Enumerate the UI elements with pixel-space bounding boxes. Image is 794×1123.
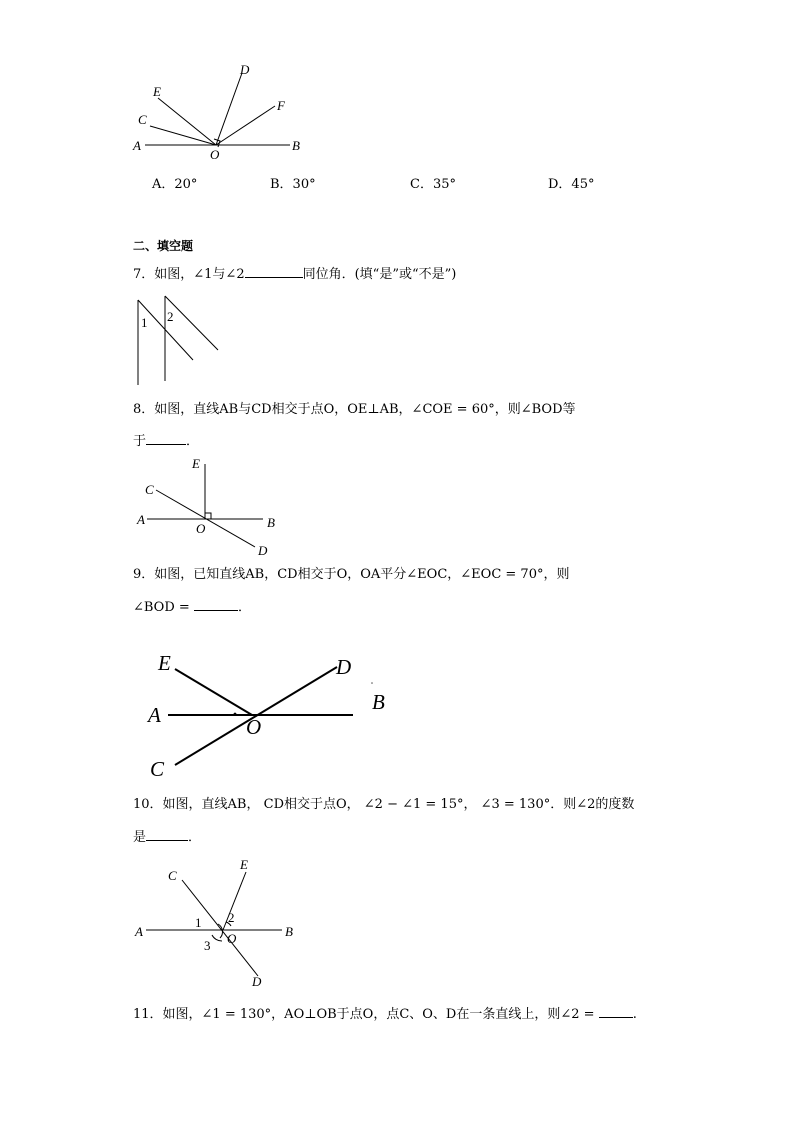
q8-line2-after: ． bbox=[186, 434, 200, 449]
q7-answer-blank[interactable] bbox=[245, 265, 303, 278]
q7-figure bbox=[130, 292, 230, 388]
q11-text-before: 11．如图，∠1 = 130°，AO⊥OB于点O，点C、O、D在一条直线上，则∠2 = bbox=[133, 1007, 595, 1022]
q9-line2-before: ∠BOD = bbox=[133, 600, 190, 615]
q9-label-a: A bbox=[148, 703, 161, 727]
q8-label-a: A bbox=[137, 512, 145, 527]
q9-label-d: D bbox=[336, 655, 352, 679]
q7-text bbox=[133, 265, 456, 283]
q9-line2-after: ． bbox=[237, 600, 251, 615]
q9-label-b: B bbox=[372, 690, 385, 714]
q6-label-d: D bbox=[240, 62, 250, 77]
q6-label-a: A bbox=[133, 138, 141, 153]
q6-option-b: B．30° bbox=[270, 177, 316, 192]
q8-line2-before: 于 bbox=[133, 434, 147, 449]
q10-line2-before: 是 bbox=[133, 830, 147, 845]
q8-label-d: D bbox=[258, 543, 268, 558]
q6-label-c: C bbox=[138, 112, 147, 127]
q6-option-d: D．45° bbox=[548, 177, 595, 192]
q6-label-b: B bbox=[292, 138, 300, 153]
q7-text-after: 同位角．(填“是”或“不是”) bbox=[302, 267, 457, 282]
q10-label-d: D bbox=[252, 974, 262, 989]
q6-label-o: O bbox=[210, 147, 220, 162]
q11-answer-blank[interactable] bbox=[599, 1005, 633, 1018]
q8-label-e: E bbox=[192, 456, 200, 471]
q9-label-c: C bbox=[150, 757, 165, 781]
q10-label-o: O bbox=[227, 931, 237, 946]
q9-label-e: E bbox=[158, 651, 171, 675]
q7-angle-2: 2 bbox=[167, 309, 174, 324]
q10-answer-blank[interactable] bbox=[146, 828, 188, 841]
q7-angle-1: 1 bbox=[141, 315, 148, 330]
q6-option-c: C．35° bbox=[410, 177, 456, 192]
q10-line2 bbox=[133, 828, 201, 846]
q10-figure bbox=[130, 852, 300, 994]
q9-line1: 9．如图，已知直线AB，CD相交于O，OA平分∠EOC，∠EOC = 70°，则 bbox=[133, 567, 570, 582]
q10-label-b: B bbox=[285, 924, 293, 939]
q10-label-e: E bbox=[240, 857, 248, 872]
q9-answer-blank[interactable] bbox=[194, 598, 238, 611]
q11-text bbox=[133, 1005, 637, 1023]
q11-text-after: . bbox=[632, 1007, 637, 1022]
q10-line1: 10．如图，直线AB， CD相交于点O， ∠2 − ∠1 = 15°， ∠3 = 130°．则∠2的度数 bbox=[133, 797, 635, 812]
q8-figure bbox=[130, 452, 290, 562]
q8-label-b: B bbox=[267, 515, 275, 530]
q6-figure bbox=[130, 58, 310, 168]
q7-text-before: 7．如图，∠1与∠2 bbox=[133, 267, 245, 282]
q10-angle-2: 2 bbox=[228, 910, 235, 925]
q6-label-e: E bbox=[153, 84, 161, 99]
q8-label-o: O bbox=[196, 521, 206, 536]
section-title: 二、填空题 bbox=[133, 239, 194, 253]
q10-angle-1: 1 bbox=[195, 915, 202, 930]
q9-line2 bbox=[133, 598, 251, 616]
q6-label-f: F bbox=[277, 98, 285, 113]
q10-label-a: A bbox=[135, 924, 143, 939]
q9-figure bbox=[140, 645, 400, 785]
q8-line1: 8．如图，直线AB与CD相交于点O，OE⊥AB，∠COE = 60°，则∠BOD等 bbox=[133, 402, 576, 417]
q8-label-c: C bbox=[145, 482, 154, 497]
q6-option-a: A．20° bbox=[152, 177, 198, 192]
q10-angle-3: 3 bbox=[204, 938, 211, 953]
q9-label-o: O bbox=[246, 715, 262, 739]
q8-answer-blank[interactable] bbox=[146, 432, 186, 445]
q10-label-c: C bbox=[168, 868, 177, 883]
q10-line2-after: ． bbox=[188, 830, 202, 845]
q8-line2 bbox=[133, 432, 199, 450]
